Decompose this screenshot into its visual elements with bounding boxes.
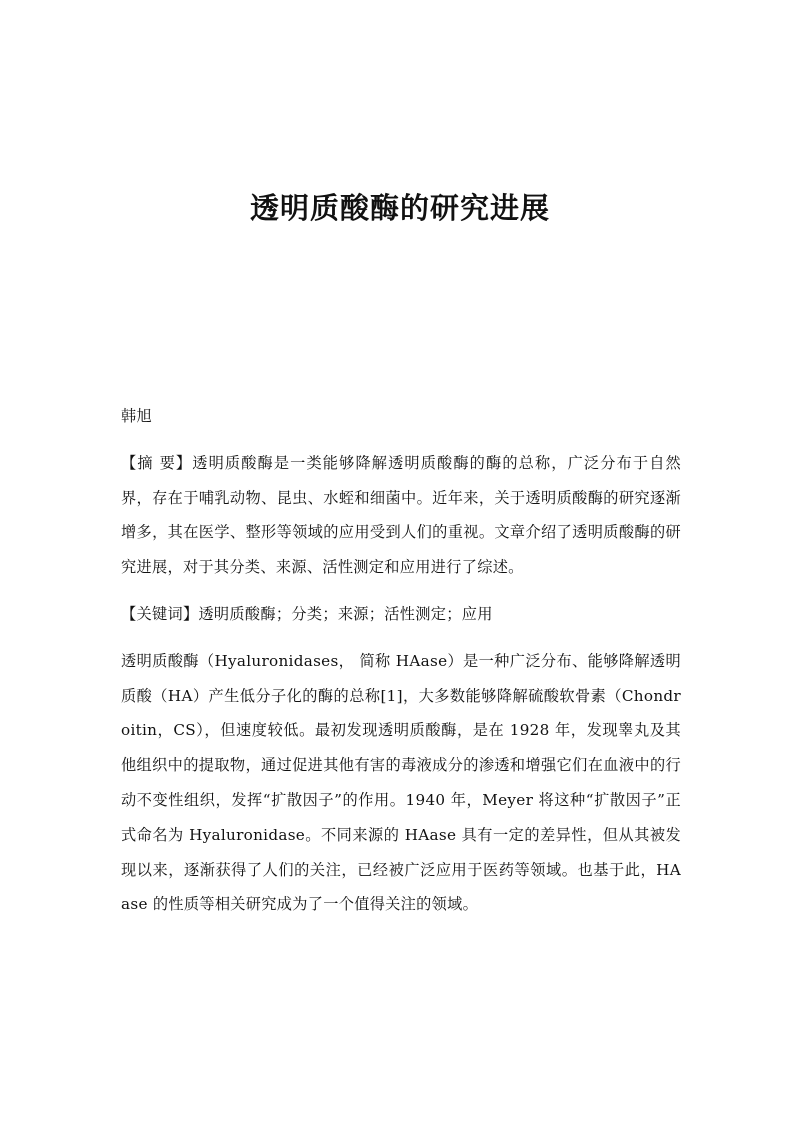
document-content xyxy=(121,399,681,934)
abstract-paragraph xyxy=(121,446,681,585)
author-name: 韩旭 xyxy=(121,407,152,425)
keywords-text: 透明质酸酶；分类；来源；活性测定；应用 xyxy=(198,604,493,623)
keywords-paragraph xyxy=(121,597,681,632)
body-paragraph: 透明质酸酶（Hyaluronidases， 简称 HAase）是一种广泛分布、能够降解透明质酸（HA）产生低分子化的酶的总称[1]，大多数能够降解硫酸软骨素（Chondroitin，CS），但速度较低。最初发现透明质酸酶，是在 1928 年，发现睾丸及其他组织中的提取物，通过促进其他有害的毒液成分的渗透和增强它们在血液中的行动不变性组织，发挥“扩散因子”的作用。1940 年，Meyer 将这种“扩散因子”正式命名为 Hyaluronidase。不同来源的 HAase 具有一定的差异性，但从其被发现以来，逐渐获得了人们的关注，已经被广泛应用于医药等领域。也基于此，HAase 的性质等相关研究成为了一个值得关注的领域。 xyxy=(121,651,681,914)
document-title: 透明质酸酶的研究进展 xyxy=(249,191,550,225)
abstract-text: 透明质酸酶是一类能够降解透明质酸酶的酶的总称，广泛分布于自然界，存在于哺乳动物、昆虫、水蛭和细菌中。近年来，关于透明质酸酶的研究逐渐增多，其在医学、整形等领域的应用受到人们的重视。文章介绍了透明质酸酶的研究进展，对于其分类、来源、活性测定和应用进行了综述。 xyxy=(121,453,682,577)
keywords-label: 【关键词】 xyxy=(121,604,199,623)
abstract-label: 【摘 要】 xyxy=(121,453,193,472)
